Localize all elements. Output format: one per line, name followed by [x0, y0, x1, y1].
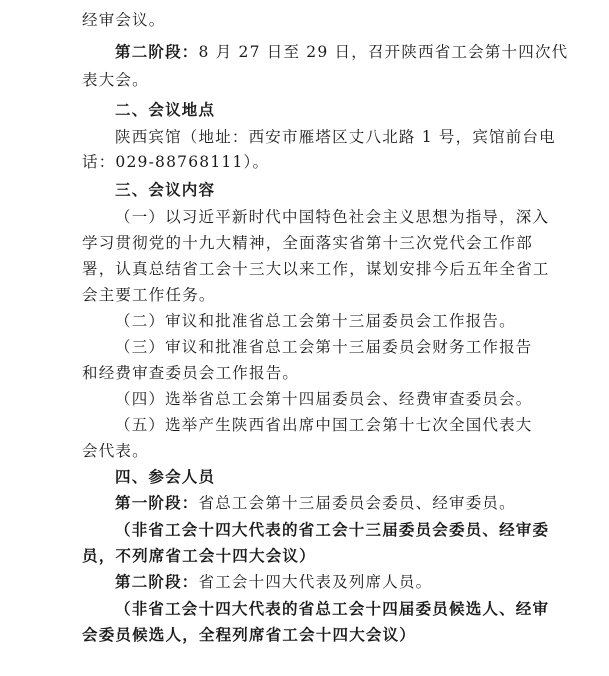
- line-11: 会主要工作任务。: [82, 286, 216, 304]
- line-22: [115, 572, 575, 592]
- section-heading: 二、会议地点: [115, 101, 216, 119]
- line-10: 署，认真总结省工会十三大以来工作，谋划安排今后五年全省工: [82, 260, 550, 278]
- line-5: 陕西宾馆（地址：西安市雁塔区丈八北路 1 号，宾馆前台电: [115, 128, 556, 146]
- line-6: 话：029-88768111）。: [82, 153, 270, 171]
- line-17: 会代表。: [82, 442, 149, 460]
- line-2: [115, 42, 575, 62]
- stage-label: 第一阶段：: [115, 494, 199, 512]
- stage-label: 第二阶段：: [115, 573, 199, 591]
- section-heading: 三、会议内容: [115, 181, 216, 199]
- line-9: 学习贯彻党的十九大精神，全面落实省第十三次党代会工作部: [82, 234, 533, 252]
- line-8: （一）以习近平新时代中国特色社会主义思想为指导，深入: [115, 208, 550, 226]
- line-3: 表大会。: [82, 71, 149, 89]
- line-13: （三）审议和批准省总工会第十三届委员会财务工作报告: [115, 338, 533, 356]
- line-14: 和经费审查委员会工作报告。: [82, 364, 300, 382]
- line-21: 员，不列席省工会十四大会议）: [82, 546, 316, 565]
- line-1: 经审会议。: [82, 11, 166, 29]
- line-23: （非省工会十四大代表的省总工会十四届委员候选人、经审: [115, 599, 550, 618]
- line-19: [115, 493, 575, 513]
- line-19-text: 省总工会第十三届委员会委员、经审委员。: [198, 494, 516, 512]
- line-16: （五）选举产生陕西省出席中国工会第十七次全国代表大: [115, 416, 533, 434]
- line-24: 会委员候选人，全程列席省工会十四大会议）: [82, 625, 417, 644]
- stage-label: 第二阶段：: [115, 43, 199, 61]
- line-22-text: 省工会十四大代表及列席人员。: [198, 573, 433, 591]
- line-20: （非省工会十四大代表的省工会十三届委员会委员、经审委: [115, 520, 550, 539]
- line-2-text: 8 月 27 日至 29 日，召开陕西省工会第十四次代: [198, 43, 569, 61]
- line-12: （二）审议和批准省总工会第十三届委员会工作报告。: [115, 312, 516, 330]
- section-heading: 四、参会人员: [115, 468, 216, 486]
- line-15: （四）选举省总工会第十四届委员会、经费审查委员会。: [115, 390, 533, 408]
